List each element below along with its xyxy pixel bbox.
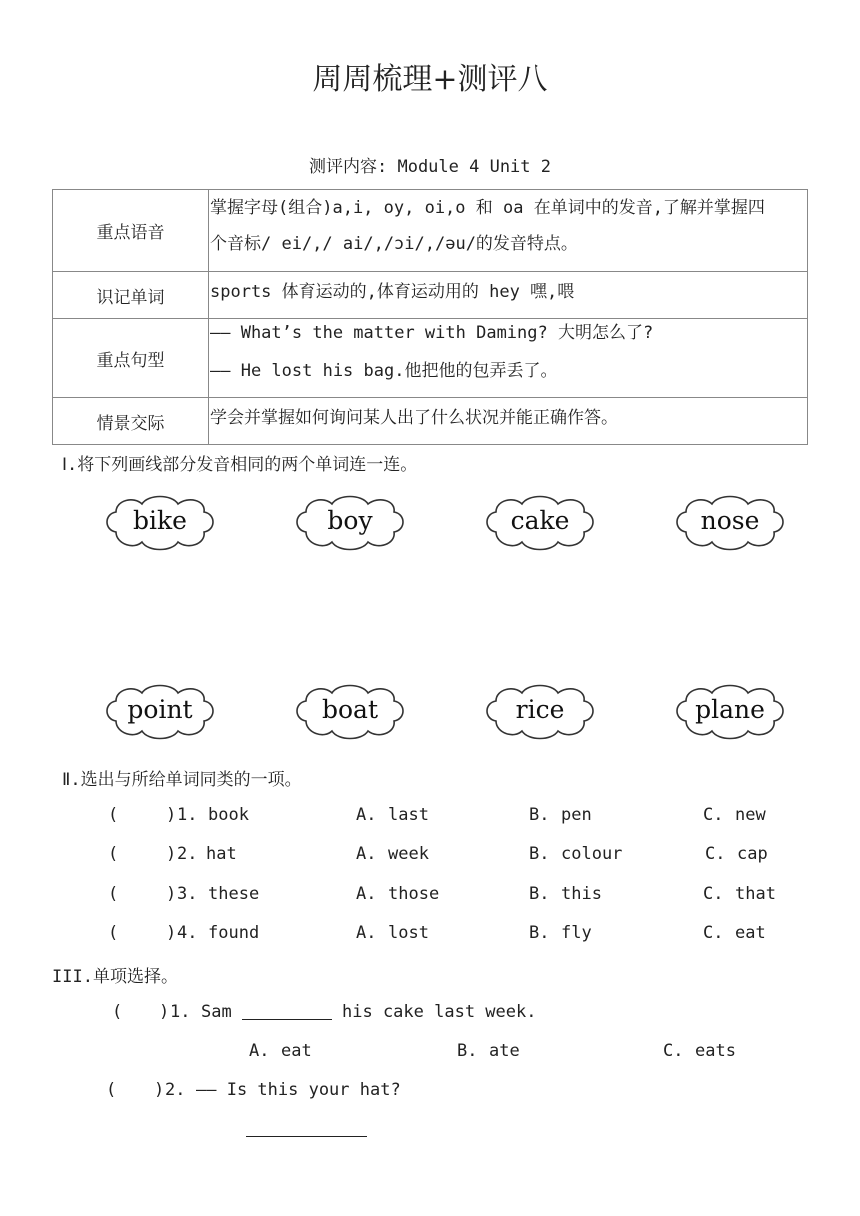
word-cloud[interactable] [672, 681, 788, 743]
table-row [53, 398, 808, 445]
question-text-before: Sam [201, 1002, 232, 1022]
row-label: 情景交际 [53, 398, 209, 445]
row-label: 重点语音 [53, 190, 209, 272]
section2-heading: Ⅱ.选出与所给单词同类的一项。 [62, 770, 302, 790]
question-number: 1. [177, 805, 198, 825]
table-row [53, 319, 808, 398]
question-text: —— Is this your hat? [196, 1080, 401, 1100]
option-a-text: those [388, 884, 440, 904]
word-cloud[interactable] [292, 681, 408, 743]
cloud-word: rice [515, 695, 565, 724]
option-c-label: C. [703, 923, 724, 943]
option-b-text: colour [561, 844, 623, 864]
answer-blank[interactable] [246, 1120, 367, 1137]
section3-heading: III.单项选择。 [52, 967, 178, 987]
fill-blank[interactable] [242, 1003, 332, 1020]
question-word: found [208, 923, 260, 943]
info-table [52, 189, 808, 445]
answer-paren-close: ) [166, 884, 177, 904]
row-content [209, 398, 808, 445]
option-b-text: fly [561, 923, 592, 943]
table-row [53, 190, 808, 272]
option-a-text: eat [281, 1041, 312, 1061]
row-label: 识记单词 [53, 272, 209, 319]
option-b-label: B. [529, 805, 550, 825]
option-b-label: B. [529, 923, 550, 943]
table-row [53, 272, 808, 319]
option-c-label: C. [703, 805, 724, 825]
option-c-text: eat [735, 923, 766, 943]
option-a-label: A. [356, 923, 377, 943]
word-cloud[interactable] [482, 681, 598, 743]
question-number: 2. [177, 844, 198, 864]
answer-paren-open[interactable]: ( [106, 1080, 117, 1100]
answer-paren-open[interactable]: ( [108, 844, 119, 864]
option-a-label: A. [356, 805, 377, 825]
content-line: sports 体育运动的,体育运动用的 hey 嘿,喂 [210, 282, 575, 302]
option-b-label: B. [529, 884, 550, 904]
content-line: —— What’s the matter with Daming? 大明怎么了? [210, 323, 654, 343]
word-cloud[interactable] [292, 492, 408, 554]
content-line: 掌握字母(组合)a,i, oy, oi,o 和 oa 在单词中的发音,了解并掌握四 [210, 198, 765, 218]
option-c-label: C. [663, 1041, 684, 1061]
page-subtitle: 测评内容: Module 4 Unit 2 [309, 157, 551, 177]
word-cloud[interactable] [672, 492, 788, 554]
word-cloud[interactable] [482, 492, 598, 554]
option-a-label: A. [356, 844, 377, 864]
question-number: 2. [165, 1080, 186, 1100]
question-word: hat [206, 844, 237, 864]
answer-paren-close: ) [166, 923, 177, 943]
answer-paren-open[interactable]: ( [108, 884, 119, 904]
option-c-text: cap [737, 844, 768, 864]
option-c-text: eats [695, 1041, 736, 1061]
answer-paren-close: ) [166, 844, 177, 864]
option-a-label: A. [249, 1041, 270, 1061]
option-b-text: ate [489, 1041, 520, 1061]
content-line: —— He lost his bag.他把他的包弄丢了。 [210, 361, 558, 381]
answer-paren-close: ) [159, 1002, 170, 1022]
section1-heading: Ⅰ.将下列画线部分发音相同的两个单词连一连。 [62, 455, 418, 475]
row-label: 重点句型 [53, 319, 209, 398]
option-a-text: lost [388, 923, 429, 943]
question-text-after: his cake last week. [342, 1002, 537, 1022]
page-title: 周周梳理+测评八 [312, 62, 548, 97]
row-content [209, 272, 808, 319]
question-word: book [208, 805, 249, 825]
word-cloud[interactable] [102, 492, 218, 554]
question-number: 3. [177, 884, 198, 904]
cloud-word: boat [321, 695, 378, 724]
answer-paren-close: ) [166, 805, 177, 825]
cloud-word: plane [695, 695, 765, 724]
option-c-label: C. [703, 884, 724, 904]
cloud-word: bike [133, 506, 187, 535]
row-content [209, 190, 808, 272]
option-c-label: C. [705, 844, 726, 864]
option-a-text: week [388, 844, 429, 864]
option-b-label: B. [529, 844, 550, 864]
cloud-word: cake [510, 506, 570, 535]
option-c-text: that [735, 884, 776, 904]
content-line: 学会并掌握如何询问某人出了什么状况并能正确作答。 [210, 408, 618, 428]
answer-paren-open[interactable]: ( [108, 923, 119, 943]
question-number: 1. [170, 1002, 191, 1022]
question-number: 4. [177, 923, 198, 943]
word-cloud[interactable] [102, 681, 218, 743]
content-line: 个音标/ ei/,/ ai/,/ɔi/,/əu/的发音特点。 [210, 234, 578, 254]
answer-paren-open[interactable]: ( [112, 1002, 123, 1022]
option-c-text: new [735, 805, 766, 825]
answer-paren-close: ) [154, 1080, 165, 1100]
option-a-label: A. [356, 884, 377, 904]
answer-paren-open[interactable]: ( [108, 805, 119, 825]
option-b-label: B. [457, 1041, 478, 1061]
option-a-text: last [388, 805, 429, 825]
cloud-word: boy [327, 506, 373, 535]
row-content [209, 319, 808, 398]
cloud-word: nose [700, 506, 760, 535]
option-b-text: pen [561, 805, 592, 825]
question-word: these [208, 884, 260, 904]
option-b-text: this [561, 884, 602, 904]
cloud-word: point [127, 695, 193, 724]
